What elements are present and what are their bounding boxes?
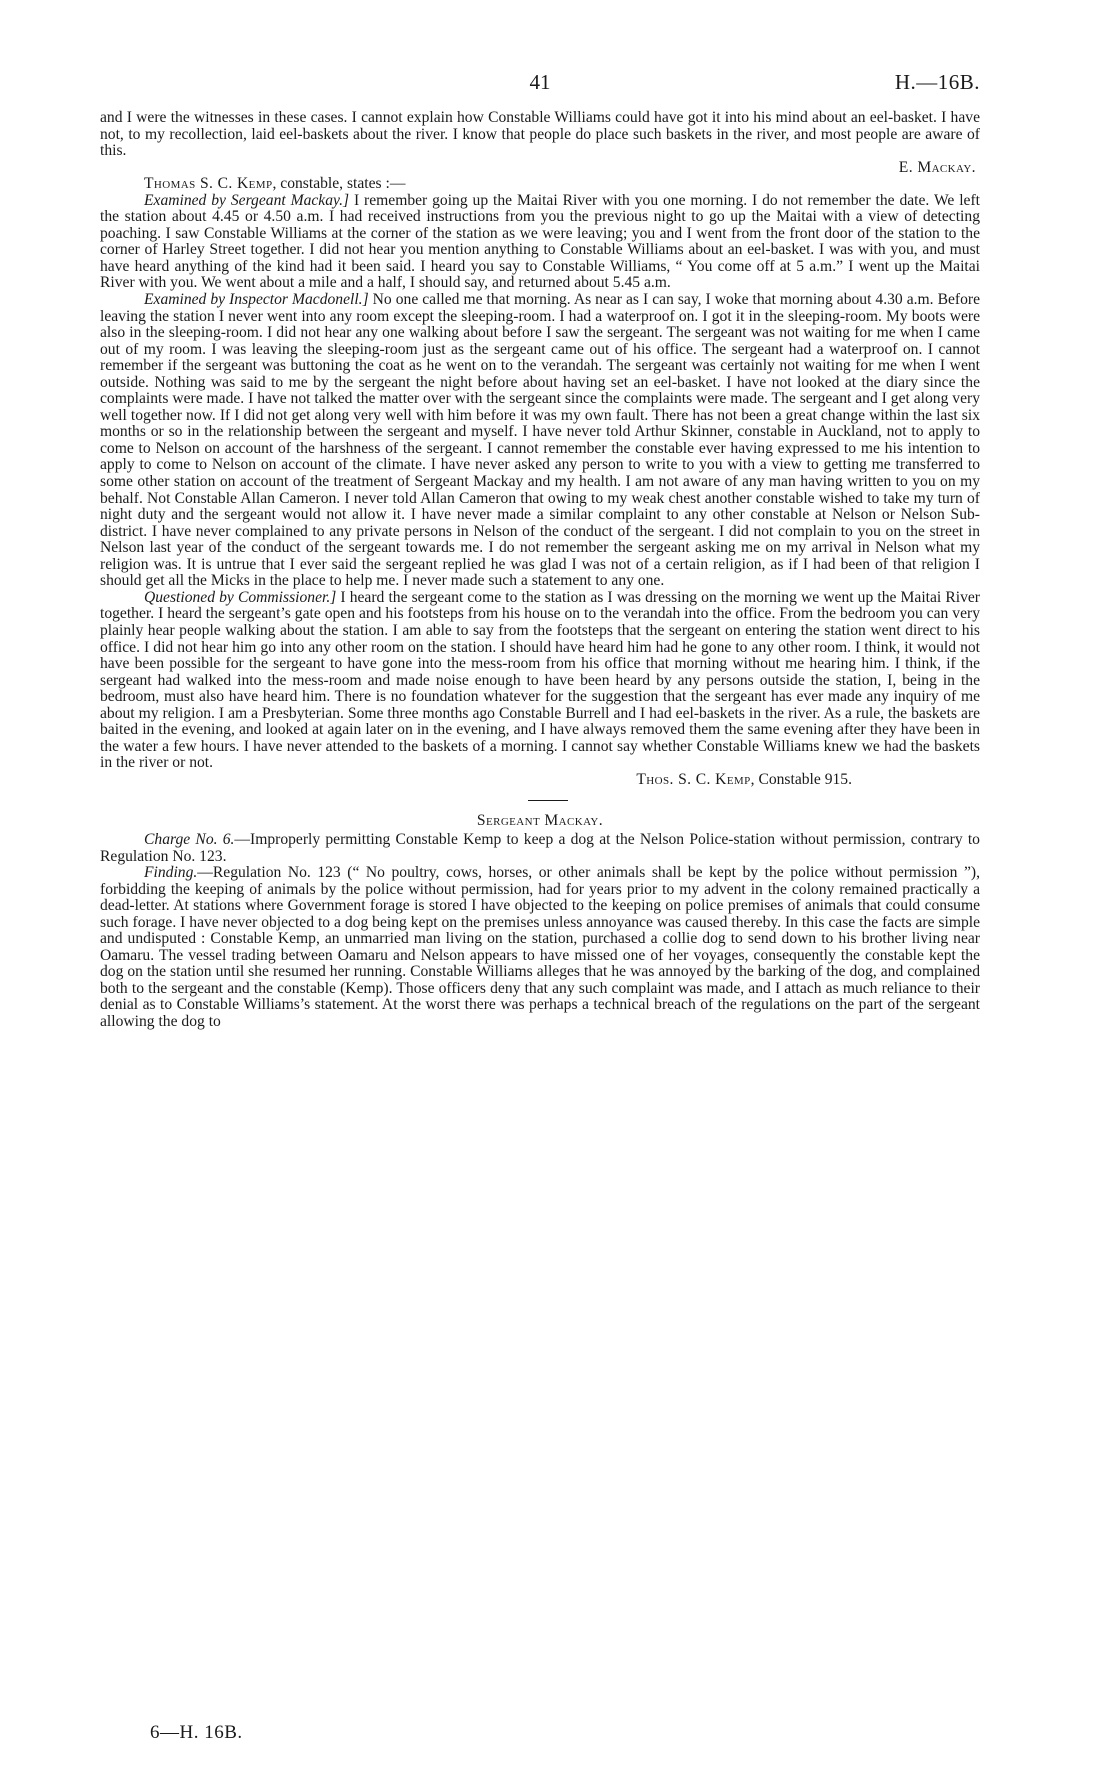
witness-intro-rest: , constable, states :—: [272, 175, 406, 193]
examination-text-1: I remember going up the Maitai River with you one morning. I do not remember the date. We left the station about 4.45 or 4.50 a.m. I had received instructions from you the previous night to go up the Maitai with a view of detecting poaching. I saw Constable Williams at the corner of the station as we were leaving; you and I went from the front door of the station to the corner of Harley Street together. I did not hear you mention anything to Constable Williams about an eel-basket. I was with you, and must have heard anything of the kind had it been said. I heard you say to Constable Williams, “ You come off at 5 a.m.” I went up the Maitai River with you. We went about a mile and a half, I should say, and returned about 5.45 a.m.: [100, 191, 981, 292]
page-footer: 6—H. 16B.: [150, 1722, 243, 1743]
examination-paragraph-2: [100, 292, 980, 590]
signature-kemp: [100, 772, 980, 789]
page-header: [100, 70, 980, 110]
examination-paragraph-3: [100, 590, 980, 772]
finding-text: —Regulation No. 123 (“ No poultry, cows, horses, or other animals shall be kept by the police without permission ”), forbidding the keeping of animals by the police without permission, had for years prior to my advent in the colony remained practically a dead-letter. At stations where Government forage is stored I have objected to the keeping on police premises of animals that could consume such forage. I have never objected to a dog being kept on the premises unless annoyance was caused thereby. In this case the facts are simple and undisputed : Constable Kemp, an unmarried man living on the station, purchased a collie dog to send down to his brother living near Oamaru. The vessel trading between Oamaru and Nelson appears to have missed one of her voyages, consequently the constable kept the dog on the station until she resumed her running. Constable Williams alleges that he was annoyed by the barking of the dog, and complained both to the sergeant and the constable (Kemp). Those officers deny that any such complaint was made, and I attach as much reliance to their denial as to Constable Williams’s statement. At the worst there was perhaps a technical breach of the regulations on the part of the sergeant allowing the dog to: [100, 864, 980, 1030]
examination-label-3: Questioned by Commissioner.]: [144, 588, 337, 606]
finding-label: Finding.: [144, 864, 198, 882]
examination-label-1: Examined by Sergeant Mackay.]: [144, 191, 350, 209]
signature-kemp-rank: , Constable 915.: [750, 770, 852, 788]
examination-paragraph-1: [100, 193, 980, 292]
examination-text-2: No one called me that morning. As near as I can say, I woke that morning about 4.30 a.m. Before leaving the station I never went into any room except the sleeping-room. I had a waterproof on. I got it in the sleeping-room. My boots were also in the sleeping-room. I did not hear any one walking about before I saw the sergeant. The sergeant was not waiting for me when I came out of my room. I was leaving the sleeping-room just as the sergeant came out of his office. The sergeant had a waterproof on. I cannot remember if the sergeant was buttoning the coat as he went on to the verandah. The sergeant was certainly not waiting for me when I went outside. Nothing was said to me by the sergeant the night before about having set an eel-basket. I have not looked at the diary since the complaints were made. I have not talked the matter over with the sergeant since the complaints were made. The sergeant and I get along very well together now. If I did not get along very well with him before it was my own fault. There has not been a great change within the last six months or so in the relationship between the sergeant and myself. I have never told Arthur Skinner, constable in Auckland, not to apply to come to Nelson on account of the harshness of the sergeant. I cannot remember the constable ever having expressed to me his intention to apply to come to Nelson on account of the climate. I have never asked any person to write to you with a view to getting me transferred to some other station on account of the treatment of Sergeant Mackay and my health. I am not aware of any man having written to you on my behalf. Not Constable Allan Cameron. I never told Allan Cameron that owing to my weak chest another constable wished to take my turn of night duty and the sergeant would not allow it. I have never made a similar complaint to any other constable at Nelson or Nelson Sub-district. I have never complained to any private persons in Nelson of the conduct of the sergeant. I did not complain to you on the street in Nelson last year of the conduct of the sergeant towards me. I do not remember the sergeant asking me on my arrival in Nelson what my religion was. It is untrue that I ever said the sergeant replied he was glad I was not of a certain religion, as if I had been of that religion I should get all the Micks in the place to help me. I never made such a statement to any one.: [100, 291, 981, 590]
charge-paragraph: [100, 832, 980, 865]
paragraph-continuation: and I were the witnesses in these cases. I cannot explain how Constable Williams could have got it into his mind about an eel-basket. I have not, to my recollection, laid eel-baskets about the river. I know that people do place such baskets in the river, and most people are aware of this.: [100, 109, 980, 160]
document-page: [100, 70, 980, 1031]
witness-intro: [100, 176, 980, 193]
charge-label: Charge No. 6.: [144, 830, 235, 848]
examination-text-3: I heard the sergeant come to the station as I was dressing on the morning we went up the Maitai River together. I heard the sergeant’s gate open and his footsteps from his house on to the verandah into the office. From the bedroom you can very plainly hear people walking about the station. I am able to say from the footsteps that the sergeant on entering the station went direct to his office. I did not hear him go into any other room on the station. I should have heard him had he gone to any other room. I think, it would not have been possible for the sergeant to have gone into the mess-room from his office that morning without me hearing him. I think, if the sergeant had walked into the mess-room and made noise enough to have been heard by any persons outside the station, I, being in the bedroom, must also have heard him. There is no foundation whatever for the suggestion that the sergeant has ever made any inquiry of me about my religion. I am a Presbyterian. Some three months ago Constable Burrell and I had eel-baskets in the river. As a rule, the baskets are baited in the evening, and looked at again later on in the evening, and I have always removed them the same evening after they have been in the water a few hours. I have never attended to the baskets of a morning. I cannot say whether Constable Williams knew we had the baskets in the river or not.: [100, 588, 980, 772]
witness-name: Thomas S. C. Kemp: [144, 175, 273, 193]
section-heading: Sergeant Mackay.: [476, 812, 604, 830]
finding-paragraph: [100, 865, 980, 1030]
page-number: 41: [529, 70, 551, 94]
charge-text: —Improperly permitting Constable Kemp to keep a dog at the Nelson Police-station without permission, contrary to Regulation No. 123.: [100, 830, 980, 865]
document-body: [100, 110, 980, 1031]
examination-label-2: Examined by Inspector Macdonell.]: [144, 291, 369, 309]
signature-kemp-name: Thos. S. C. Kemp: [636, 770, 751, 788]
section-divider: [528, 800, 568, 801]
signature-mackay: E. Mackay.: [898, 158, 976, 176]
document-reference: H.—16B.: [894, 70, 980, 94]
